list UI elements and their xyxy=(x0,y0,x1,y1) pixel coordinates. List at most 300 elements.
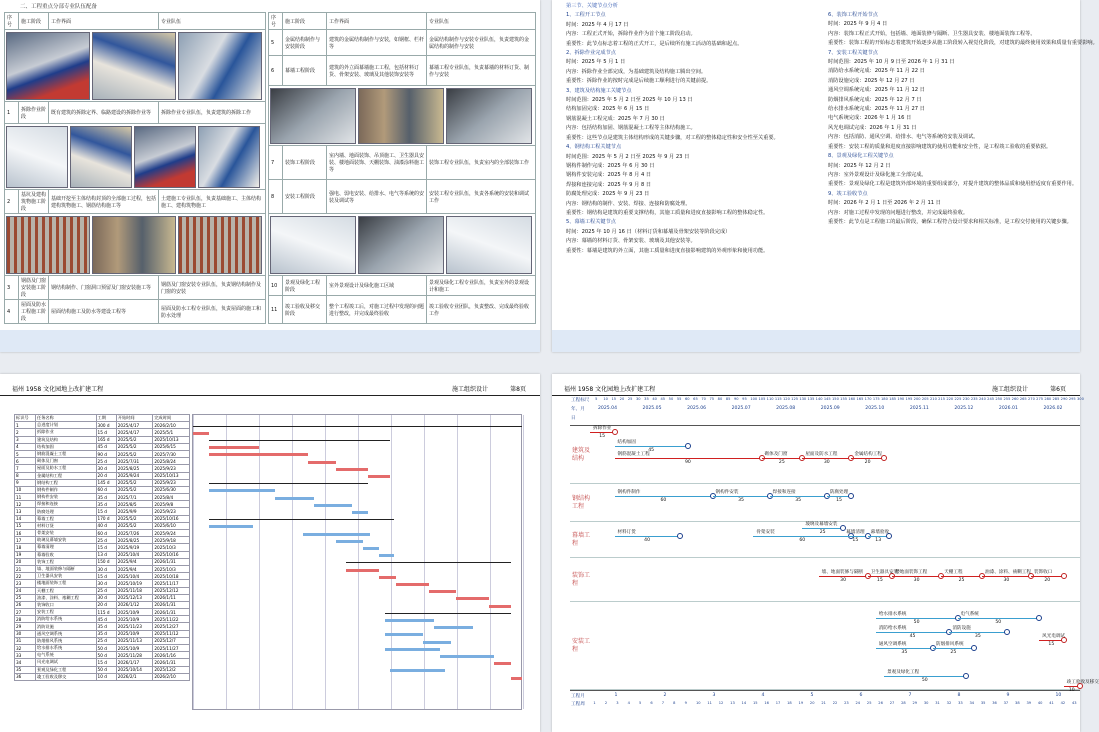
month-number: 1 xyxy=(614,693,618,698)
gantt-cell: 2025/5/2 xyxy=(116,443,153,450)
gantt-bar xyxy=(303,533,370,536)
photo-row xyxy=(269,86,536,146)
activity-duration: 60 xyxy=(799,538,806,543)
event-node xyxy=(963,673,969,679)
gantt-bar xyxy=(429,590,456,593)
day-scale-tick: 180 xyxy=(881,397,888,401)
day-scale-tick: 80 xyxy=(717,397,723,401)
gantt-cell: 2025/8/5 xyxy=(116,501,153,508)
gantt-bar xyxy=(390,669,445,672)
gantt-bar xyxy=(193,432,209,435)
gantt-cell: 2025/11/13 xyxy=(116,637,153,644)
activity-duration: 20 xyxy=(864,460,871,465)
gantt-bar xyxy=(209,525,253,528)
gantt-cell: 2025/10/18 xyxy=(153,573,190,580)
day-scale-tick: 55 xyxy=(676,397,682,401)
day-scale-tick: 115 xyxy=(774,397,782,401)
gantt-bar xyxy=(385,648,440,651)
gantt-bar xyxy=(314,504,352,507)
time-scale-bottom xyxy=(570,690,1080,708)
activity-arrow xyxy=(615,458,762,459)
activity-arrow xyxy=(1039,640,1064,641)
node-heading: 5、幕墙工程关键节点 xyxy=(566,219,616,226)
node-text: 时间：2025 年 12 月 2 日 xyxy=(828,162,891,169)
site-photo xyxy=(178,32,262,100)
gantt-row xyxy=(15,558,190,565)
gantt-row xyxy=(15,616,190,623)
gantt-bar xyxy=(363,547,379,550)
gantt-cell: 景观及绿化工程 xyxy=(36,666,97,673)
day-scale-tick: 200 xyxy=(913,397,921,401)
gantt-cell: 2025/12/2 xyxy=(153,666,190,673)
table-row: 10 景观及绿化工程阶段 室外景观设计及绿化施工区域 景观及绿化工程专业队伍，负责室外的景观设计和施工 xyxy=(269,276,536,296)
key-nodes-column-1 xyxy=(566,2,816,256)
node-text: 重要性：这些节点是建筑主体结构形成的关键步骤，对工程的整体稳定性和安全性至关重要。 xyxy=(566,134,779,141)
gantt-cell: 9 xyxy=(15,479,36,486)
table-row: 8 安装工程阶段 强电、弱电安装、给排水、电气等系统的安装及调试等 安装工程专业队伍，负责各系统的安装和调试工作 xyxy=(269,180,536,214)
day-scale-tick: 190 xyxy=(897,397,905,401)
table-row: 3 钢筋及门窗安装施工阶段 钢结构制作、门窗洞口预留及门窗安装施工等 钢筋及门窗安装专业队伍，负责钢结构制作及门窗的安装 xyxy=(5,276,266,300)
gantt-cell: 2025/6/15 xyxy=(153,443,190,450)
page-thumbnail-key-nodes[interactable] xyxy=(552,0,1098,352)
day-scale-tick: 250 xyxy=(995,397,1003,401)
node-text: 内容：包括结构加固、钢筋混凝土工程等主体结构施工。 xyxy=(566,125,696,132)
gantt-cell: 21 xyxy=(15,565,36,572)
gantt-cell: 砌体及门窗 xyxy=(36,458,97,465)
activity-duration: 30 xyxy=(840,578,847,583)
week-number: 1 xyxy=(593,701,596,705)
month-number: 8 xyxy=(957,693,961,698)
site-photo xyxy=(134,126,196,188)
week-number: 36 xyxy=(992,701,997,705)
site-photo xyxy=(92,32,176,100)
gantt-cell: 金属结构工程 xyxy=(36,472,97,479)
gantt-cell: 2025/9/4 xyxy=(116,558,153,565)
week-number: 32 xyxy=(946,701,952,705)
activity-arrow xyxy=(851,458,884,459)
activity-arrow xyxy=(949,632,1006,633)
page-footer-band xyxy=(552,330,1080,352)
team-table-right: 序号 施工阶段 工作界面 专业队伍 5 金属结构制作与安装阶段 建筑的金属结构制作与安装，如钢框、栏杆等 金属结构制作与安装专业队伍，负责建筑的金属结构的制作与安装 6 幕墙工程阶段 建筑的外立面幕墙施工工程，包括材料订货、骨架安装、玻璃及其他装饰安装等 幕墙工程专业队伍，负责幕墙的材料订货、制作与安装 7 装饰工程阶段 室内墙、地面装饰、吊顶施工、卫生器具安装、楼地面装饰、天棚装饰、油漆涂料施工等 装饰工程专业队伍，负责室内的全部装饰工作 8 安装工程阶段 强电、弱电安装、给排水、电气等系统的安装及调试等 安装工程专业队伍，负责各系统的安装和调试工作 10 景观及绿化工程阶段 室外景观设计及绿化施工区域 景观及绿化工程专业队伍，负责室外的景观设计和施工 11 竣工验收及移交阶段 整个工程竣工后，对施工过程中发现的问题进行整改，并完成最终验收 竣工验收专业团队，负责整改、完成最终验收工作 xyxy=(268,12,536,324)
gantt-cell: 25 xyxy=(15,594,36,601)
node-text: 重要性：装饰工程的开始标志着建筑开始逐步从施工阶段转入视觉化阶段，对建筑的最终使用效果和质量有重要影响。 xyxy=(828,40,1098,47)
gantt-cell: 2025/8/24 xyxy=(153,458,190,465)
gantt-cell: 2025/11/18 xyxy=(116,587,153,594)
page-thumbnail-gantt[interactable] xyxy=(0,374,540,732)
node-text: 内容：工程正式开始，拆除作业作为首个施工阶段启动。 xyxy=(566,31,696,38)
project-name: 福州 1958 文化园地上改扩建工程 xyxy=(564,386,656,393)
gantt-cell: 35 d xyxy=(96,501,116,508)
activity-arrow xyxy=(753,536,851,537)
activity-label: 材料订货 xyxy=(617,530,636,535)
month-number: 2 xyxy=(663,693,667,698)
node-text: 重要性：安装工程的质量和进度直接影响建筑的使用功能和安全性，是工程竣工验收的重要依据。 xyxy=(828,143,1052,150)
page-thumbnail-team-allocation[interactable] xyxy=(0,0,540,352)
activity-duration: 90 xyxy=(685,460,691,465)
gantt-cell: 18 xyxy=(15,544,36,551)
day-scale-tick: 205 xyxy=(921,397,929,401)
gantt-cell: 2025/8/25 xyxy=(116,537,153,544)
activity-duration: 15 xyxy=(599,434,606,439)
gantt-row xyxy=(15,609,190,616)
swimlane xyxy=(570,602,1080,690)
gantt-cell: 2025/10/9 xyxy=(116,630,153,637)
gantt-bar xyxy=(275,497,313,500)
day-scale-tick: 140 xyxy=(815,397,823,401)
gantt-cell: 35 xyxy=(15,666,36,673)
month-label: 2025.11 xyxy=(909,406,929,411)
gantt-cell: 30 d xyxy=(96,565,116,572)
gantt-cell: 结构加固 xyxy=(36,443,97,450)
node-text: 内容：拆除作业全部完成，为基础建筑及结构施工腾出空间。 xyxy=(566,68,707,75)
week-number: 14 xyxy=(741,701,747,705)
gantt-cell: 2025/12/27 xyxy=(153,623,190,630)
gantt-cell: 165 d xyxy=(96,436,116,443)
activity-duration: 50 xyxy=(921,678,928,683)
gantt-row xyxy=(15,486,190,493)
gantt-cell: 幕墙验收 xyxy=(36,551,97,558)
gantt-cell: 2025/11/12 xyxy=(153,630,190,637)
gantt-cell: 2026/1/16 xyxy=(153,652,190,659)
day-scale-tick: 220 xyxy=(946,397,954,401)
gantt-cell: 36 xyxy=(15,673,36,680)
gantt-cell: 2025/9/24 xyxy=(153,530,190,537)
gantt-cell: 建筑及结构 xyxy=(36,436,97,443)
node-text: 时间：2025 年 4 月 17 日 xyxy=(566,21,629,28)
gantt-cell: 50 d xyxy=(96,666,116,673)
gantt-header-cell: 开始时间 xyxy=(116,415,153,422)
gantt-cell: 2025/7/26 xyxy=(116,530,153,537)
gantt-cell: 30 d xyxy=(96,580,116,587)
gantt-bar xyxy=(209,519,393,520)
day-scale-tick: 235 xyxy=(970,397,978,401)
node-text: 钢构件安装完成：2025 年 8 月 4 日 xyxy=(566,172,652,179)
day-scale-tick: 265 xyxy=(1019,397,1027,401)
node-text: 重要性：拆除作业的按时完成是后续施工顺利进行的关键前提。 xyxy=(566,78,712,85)
table-row: 6 幕墙工程阶段 建筑的外立面幕墙施工工程，包括材料订货、骨架安装、玻璃及其他装饰安装等 幕墙工程专业队伍，负责幕墙的材料订货、制作与安装 xyxy=(269,56,536,86)
activity-arrow xyxy=(876,632,950,633)
week-number: 31 xyxy=(935,701,940,705)
gantt-cell: 20 xyxy=(15,558,36,565)
day-scale-tick: 255 xyxy=(1003,397,1011,401)
day-scale-tick: 215 xyxy=(938,397,946,401)
gantt-bar xyxy=(385,619,434,622)
gantt-bar xyxy=(193,426,522,427)
gantt-cell: 2025/5/2 xyxy=(116,479,153,486)
gantt-cell: 钢构件制作 xyxy=(36,486,97,493)
gantt-bar xyxy=(209,483,368,484)
page-header xyxy=(552,374,1080,396)
swimlane-label: 安装工程 xyxy=(572,638,591,653)
day-scale-tick: 295 xyxy=(1068,397,1076,401)
activity-label: 防腐处理 xyxy=(829,490,849,495)
activity-arrow xyxy=(590,432,615,433)
gantt-row xyxy=(15,594,190,601)
doc-name: 施工组织设计 xyxy=(991,386,1028,393)
time-row-label: 工程月 xyxy=(571,694,585,699)
day-scale-tick: 10 xyxy=(603,397,608,401)
node-text: 时间范围：2025 年 5 月 2 日至 2025 年 9 月 23 日 xyxy=(566,153,690,160)
week-number: 25 xyxy=(866,701,872,705)
gantt-cell: 2025/10/3 xyxy=(153,565,190,572)
gantt-cell: 60 d xyxy=(96,486,116,493)
activity-label: 幕墙清理 xyxy=(846,530,865,535)
month-label: 2026.02 xyxy=(1043,406,1063,411)
swimlane-label: 建筑及结构 xyxy=(572,447,591,462)
gantt-cell: 33 xyxy=(15,652,36,659)
gantt-cell: 2025/10/16 xyxy=(153,551,190,558)
gantt-cell: 2025/12/7 xyxy=(153,637,190,644)
day-scale-tick: 90 xyxy=(734,397,739,401)
page-number: 第8页 xyxy=(510,386,526,393)
table-row: 5 金属结构制作与安装阶段 建筑的金属结构制作与安装，如钢框、栏杆等 金属结构制作与安装专业队伍，负责建筑的金属结构的制作与安装 xyxy=(269,30,536,56)
gantt-cell: 2025/7/31 xyxy=(116,458,153,465)
swimlane-label: 装饰工程 xyxy=(572,572,591,587)
node-text: 重要性：幕墙是建筑的外立面，其施工质量和进度直接影响建筑的外观形象和使用功能。 xyxy=(566,247,769,254)
site-photo xyxy=(178,216,262,274)
activity-arrow xyxy=(819,576,868,577)
gantt-bar xyxy=(368,475,390,478)
gantt-cell: 总进度计划 xyxy=(36,422,97,429)
gantt-cell: 竣工验收及移交 xyxy=(36,673,97,680)
day-scale-tick: 65 xyxy=(693,397,698,401)
gantt-cell: 2025/9/9 xyxy=(116,508,153,515)
gantt-cell: 2025/10/4 xyxy=(116,551,153,558)
swimlane-label: 幕墙工程 xyxy=(572,532,591,547)
day-scale-tick: 240 xyxy=(979,397,986,401)
gantt-header-cell: 标识号 xyxy=(15,415,36,422)
day-scale-tick: 45 xyxy=(660,397,666,401)
week-number: 22 xyxy=(832,701,838,705)
node-text: 消防设施完成：2025 年 12 月 27 日 xyxy=(828,77,915,84)
table-row: 1 拆除作业阶段 既有建筑的拆除定界、临路建设的拆除作业等 拆除作业专业队伍，负责建筑的拆除工作 xyxy=(5,102,266,124)
day-scale-tick: 125 xyxy=(791,397,799,401)
gantt-bar xyxy=(385,633,423,636)
gantt-row xyxy=(15,537,190,544)
week-number: 13 xyxy=(730,701,735,705)
time-row-label: 日 xyxy=(571,416,576,421)
activity-duration: 15 xyxy=(836,498,842,503)
site-photo xyxy=(446,216,532,274)
photo-row xyxy=(269,214,536,276)
gantt-cell: 2025/10/9 xyxy=(116,616,153,623)
gantt-bar xyxy=(494,662,510,665)
gantt-cell: 2025/5/2 xyxy=(116,522,153,529)
node-text: 内容：装饰工程正式开始，包括墙、地面装修与隔断、卫生器具安装、楼地面装饰工程等。 xyxy=(828,30,1036,37)
gantt-cell: 2025/10/14 xyxy=(116,666,153,673)
day-scale-tick: 170 xyxy=(864,397,872,401)
node-text: 时间：2025 年 9 月 4 日 xyxy=(828,21,888,28)
gantt-row xyxy=(15,659,190,666)
activity-duration: 25 xyxy=(958,578,965,583)
gantt-cell: 2026/1/31 xyxy=(153,659,190,666)
gantt-cell: 7 xyxy=(15,465,36,472)
gantt-bar xyxy=(209,446,258,449)
day-scale-tick: 40 xyxy=(652,397,657,401)
activity-duration: 35 xyxy=(901,650,908,655)
month-number: 3 xyxy=(712,693,716,698)
gantt-cell: 2025/11/17 xyxy=(153,580,190,587)
day-scale-tick: 75 xyxy=(709,397,715,401)
day-scale-tick: 300 xyxy=(1077,397,1084,401)
gantt-cell: 钢结构工程 xyxy=(36,479,97,486)
table-row: 11 竣工验收及移交阶段 整个工程竣工后，对施工过程中发现的问题进行整改，并完成最终验收 竣工验收专业团队，负责整改、完成最终验收工作 xyxy=(269,296,536,324)
gantt-row xyxy=(15,465,190,472)
gantt-bar xyxy=(336,540,363,543)
gantt-bar xyxy=(423,641,450,644)
node-text: 时间范围：2025 年 10 月 9 日至 2026 年 1 月 31 日 xyxy=(828,59,955,66)
node-text: 防腐处理完成：2025 年 9 月 23 日 xyxy=(566,191,650,198)
node-text: 钢构件制作完成：2025 年 6 月 30 日 xyxy=(566,162,655,169)
gantt-cell: 墙、地面装修与隔断 xyxy=(36,565,97,572)
activity-arrow xyxy=(982,576,1031,577)
gantt-cell: 安装工程 xyxy=(36,609,97,616)
gantt-cell: 15 d xyxy=(96,429,116,436)
event-node xyxy=(971,645,977,651)
node-text: 给水排水系统完成：2025 年 11 月 27 日 xyxy=(828,106,925,113)
gantt-cell: 2025/12/13 xyxy=(116,594,153,601)
gantt-cell: 2025/5/1 xyxy=(153,429,190,436)
gantt-cell: 25 d xyxy=(96,637,116,644)
activity-duration: 15 xyxy=(1048,642,1055,647)
activity-arrow xyxy=(802,458,851,459)
activity-duration: 13 xyxy=(875,538,882,543)
week-number: 34 xyxy=(969,701,975,705)
gantt-cell: 防腐处理 xyxy=(36,508,97,515)
activity-arrow xyxy=(713,496,770,497)
week-number: 11 xyxy=(707,701,712,705)
week-number: 10 xyxy=(695,701,701,705)
gantt-cell: 40 d xyxy=(96,522,116,529)
gantt-cell: 2025/9/23 xyxy=(153,465,190,472)
swimlane-label: 钢结构工程 xyxy=(572,495,591,510)
gantt-cell: 25 d xyxy=(96,587,116,594)
node-text: 时间：2025 年 10 月 16 日（材料订货和幕墙及骨架安装等阶段完成） xyxy=(566,228,731,235)
gantt-cell: 6 xyxy=(15,458,36,465)
day-scale-tick: 230 xyxy=(962,397,970,401)
gantt-chart xyxy=(192,414,522,710)
gantt-cell: 2025/5/2 xyxy=(116,486,153,493)
activity-label: 消防设施 xyxy=(952,626,971,631)
week-number: 28 xyxy=(901,701,906,705)
gantt-cell: 2026/2/1 xyxy=(116,673,153,680)
week-number: 2 xyxy=(604,701,608,705)
node-text: 内容：对施工过程中发现的问题进行整改，并完成最终验收。 xyxy=(828,209,969,216)
gantt-cell: 4 xyxy=(15,443,36,450)
page-number: 第6页 xyxy=(1050,386,1066,393)
gantt-bar xyxy=(396,583,429,586)
site-photo xyxy=(6,126,68,188)
activity-duration: 30 xyxy=(913,578,920,583)
gantt-cell: 32 xyxy=(15,645,36,652)
activity-arrow xyxy=(615,446,689,447)
gantt-bar xyxy=(209,489,275,492)
site-photo xyxy=(198,126,260,188)
gantt-cell: 2025/5/2 xyxy=(116,450,153,457)
activity-label: 玻璃及幕墙安装 xyxy=(805,522,838,527)
gantt-cell: 骨架安装 xyxy=(36,530,97,537)
gantt-cell: 玻璃及幕墙安装 xyxy=(36,537,97,544)
gantt-row xyxy=(15,637,190,644)
gantt-bar xyxy=(385,613,511,614)
node-heading: 8、景观及绿化工程关键节点 xyxy=(828,153,894,160)
node-heading: 6、装饰工程开始节点 xyxy=(828,12,878,18)
week-number: 33 xyxy=(958,701,963,705)
day-scale-tick: 135 xyxy=(807,397,815,401)
day-scale-tick: 165 xyxy=(856,397,864,401)
gantt-cell: 2025/9/23 xyxy=(153,508,190,515)
month-label: 2025.05 xyxy=(642,406,662,411)
page-thumbnail-network-diagram[interactable] xyxy=(552,374,1099,732)
activity-arrow xyxy=(884,676,966,677)
activity-duration: 60 xyxy=(660,498,667,503)
activity-arrow xyxy=(843,536,868,537)
month-number: 6 xyxy=(859,693,863,698)
gantt-cell: 2025/7/1 xyxy=(116,494,153,501)
week-number: 12 xyxy=(718,701,724,705)
activity-label: 油漆、涂料、裱糊工程 xyxy=(985,570,1031,575)
gantt-cell: 2025/10/9 xyxy=(116,645,153,652)
month-label: 2025.09 xyxy=(820,406,840,411)
gantt-row xyxy=(15,601,190,608)
activity-duration: 15 xyxy=(852,538,859,543)
gantt-cell: 2026/1/31 xyxy=(153,558,190,565)
gantt-cell: 30 d xyxy=(96,465,116,472)
gantt-cell: 钢构件安装 xyxy=(36,494,97,501)
gantt-cell: 16 xyxy=(15,530,36,537)
gantt-cell: 2025/9/8 xyxy=(153,501,190,508)
gantt-cell: 34 xyxy=(15,659,36,666)
gantt-cell: 13 d xyxy=(96,551,116,558)
gantt-cell: 145 d xyxy=(96,479,116,486)
gantt-cell: 消防给水系统 xyxy=(36,616,97,623)
activity-label: 拆除作业 xyxy=(593,426,612,431)
activity-arrow xyxy=(933,648,974,649)
gantt-row xyxy=(15,443,190,450)
activity-label: 金属结构工程 xyxy=(854,452,882,457)
gantt-cell: 30 d xyxy=(96,594,116,601)
gantt-cell: 2025/12/12 xyxy=(153,587,190,594)
gantt-cell: 45 d xyxy=(96,616,116,623)
week-number: 18 xyxy=(787,701,792,705)
activity-label: 给水排水系统 xyxy=(878,612,907,617)
month-label: 2026.01 xyxy=(998,406,1018,411)
gantt-cell: 拆除作业 xyxy=(36,429,97,436)
gantt-cell: 风光电调试 xyxy=(36,659,97,666)
week-number: 3 xyxy=(616,701,619,705)
gantt-cell: 35 d xyxy=(96,494,116,501)
gantt-cell: 2026/1/17 xyxy=(116,659,153,666)
activity-duration: 35 xyxy=(795,498,802,503)
activity-arrow xyxy=(762,458,803,459)
week-number: 4 xyxy=(627,701,630,705)
gantt-cell: 35 d xyxy=(96,623,116,630)
day-scale-tick: 5 xyxy=(595,397,598,401)
gantt-bar xyxy=(440,655,495,658)
gantt-cell: 300 d xyxy=(96,422,116,429)
week-number: 23 xyxy=(844,701,849,705)
gantt-cell: 材料订货 xyxy=(36,522,97,529)
day-scale-tick: 150 xyxy=(832,397,839,401)
activity-label: 钢构件制作 xyxy=(617,490,641,495)
gantt-cell: 2025/10/19 xyxy=(116,580,153,587)
gantt-cell: 11 xyxy=(15,494,36,501)
header-no: 序号 xyxy=(5,13,19,30)
node-text: 时间：2025 年 5 月 1 日 xyxy=(566,59,626,66)
node-heading: 1、工程开工节点 xyxy=(566,12,606,19)
node-text: 重要性：此节点是工程施工的最后阶段，确保工程符合设计要求和相关标准，是工程交付使用的关键步骤。 xyxy=(828,218,1072,225)
activity-arrow xyxy=(876,618,958,619)
